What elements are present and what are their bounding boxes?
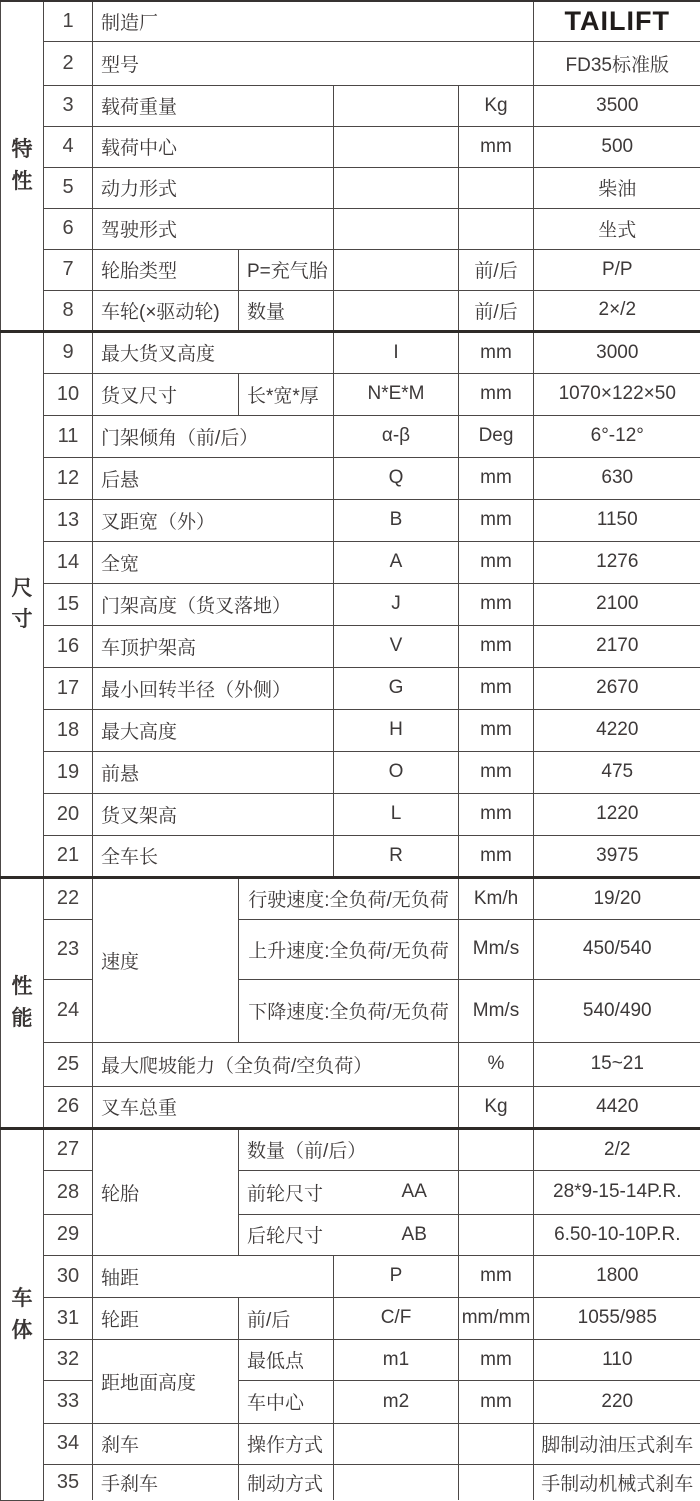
row-number: 13 [44,499,93,541]
spec-value: 手制动机械式刹车 [534,1464,700,1500]
row-number: 12 [44,457,93,499]
spec-value: 1220 [534,793,700,835]
row-number: 10 [44,373,93,415]
row-number: 27 [44,1128,93,1170]
spec-sub-label: 后轮尺寸 [239,1221,370,1248]
spec-symbol: m1 [334,1339,459,1380]
group-label-ground-clearance: 距地面高度 [93,1339,239,1423]
row-number: 29 [44,1214,93,1255]
table-row [1,1128,700,1170]
spec-value: 4220 [534,709,700,751]
spec-unit: Mm/s [459,979,534,1042]
spec-unit: mm [459,457,534,499]
row-number: 20 [44,793,93,835]
spec-unit: mm [459,625,534,667]
row-number: 35 [44,1464,93,1500]
table-row [1,249,700,290]
spec-value: 540/490 [534,979,700,1042]
empty-cell [334,1464,459,1500]
section-label-body: 车体 [1,1128,44,1500]
spec-value: 630 [534,457,700,499]
spec-label: 最大货叉高度 [93,331,334,373]
spec-value: 2170 [534,625,700,667]
spec-label: 动力形式 [93,167,334,208]
spec-symbol: O [334,751,459,793]
spec-label: 型号 [93,41,534,85]
spec-sub-label: 车中心 [239,1380,334,1423]
row-number: 21 [44,835,93,877]
spec-description [239,1214,459,1255]
table-row [1,41,700,85]
spec-unit: Mm/s [459,919,534,979]
spec-symbol: AB [370,1224,458,1246]
spec-label: 全宽 [93,541,334,583]
spec-label: 驾驶形式 [93,208,334,249]
empty-cell [459,1423,534,1464]
table-row [1,1423,700,1464]
spec-symbol: N*E*M [334,373,459,415]
spec-symbol: A [334,541,459,583]
spec-label: 后悬 [93,457,334,499]
table-row [1,1086,700,1128]
spec-label: 车轮(×驱动轮) [93,290,239,331]
spec-unit: Km/h [459,877,534,919]
empty-cell [334,167,459,208]
spec-sub-label: 数量 [239,290,334,331]
row-number: 11 [44,415,93,457]
row-number: 18 [44,709,93,751]
table-row [1,751,700,793]
row-number: 22 [44,877,93,919]
spec-symbol: m2 [334,1380,459,1423]
spec-label: 前悬 [93,751,334,793]
row-number: 31 [44,1297,93,1339]
spec-description: 下降速度:全负荷/无负荷 [239,979,459,1042]
group-label-speed: 速度 [93,877,239,1042]
spec-sub-label: P=充气胎 [239,249,334,290]
row-number: 33 [44,1380,93,1423]
spec-unit: mm [459,373,534,415]
table-row [1,331,700,373]
spec-symbol: AA [370,1181,458,1203]
spec-label: 车顶护架高 [93,625,334,667]
spec-symbol: I [334,331,459,373]
spec-unit: mm [459,541,534,583]
spec-symbol: B [334,499,459,541]
spec-value: 坐式 [534,208,700,249]
spec-symbol: V [334,625,459,667]
table-row [1,667,700,709]
spec-value: FD35标准版 [534,41,700,85]
row-number: 4 [44,126,93,167]
spec-value: 3500 [534,85,700,126]
row-number: 34 [44,1423,93,1464]
spec-label: 轮距 [93,1297,239,1339]
empty-cell [334,1423,459,1464]
row-number: 3 [44,85,93,126]
row-number: 5 [44,167,93,208]
spec-unit: 前/后 [459,249,534,290]
group-label-tires: 轮胎 [93,1128,239,1255]
spec-label: 叉车总重 [93,1086,459,1128]
table-row [1,167,700,208]
spec-value: 110 [534,1339,700,1380]
row-number: 23 [44,919,93,979]
spec-label: 门架高度（货叉落地） [93,583,334,625]
spec-unit: mm [459,709,534,751]
spec-symbol: α-β [334,415,459,457]
spec-symbol: Q [334,457,459,499]
row-number: 19 [44,751,93,793]
spec-label: 轴距 [93,1255,334,1297]
spec-value: 4420 [534,1086,700,1128]
spec-label: 门架倾角（前/后） [93,415,334,457]
spec-sub-label: 最低点 [239,1339,334,1380]
row-number: 14 [44,541,93,583]
table-row [1,625,700,667]
table-row [1,877,700,919]
spec-unit: mm [459,751,534,793]
row-number: 25 [44,1042,93,1086]
empty-cell [459,1214,534,1255]
section-label-dimensions: 尺寸 [1,331,44,877]
empty-cell [334,208,459,249]
spec-value: 475 [534,751,700,793]
empty-cell [459,1464,534,1500]
spec-symbol: C/F [334,1297,459,1339]
row-number: 24 [44,979,93,1042]
spec-value: 6.50-10-10P.R. [534,1214,700,1255]
spec-symbol: G [334,667,459,709]
row-number: 8 [44,290,93,331]
spec-value: 1070×122×50 [534,373,700,415]
spec-label: 叉距宽（外） [93,499,334,541]
empty-cell [334,249,459,290]
spec-description [239,1170,459,1214]
spec-value: 2×/2 [534,290,700,331]
empty-cell [459,1128,534,1170]
brand-value: TAILIFT [534,1,700,41]
spec-label: 载荷中心 [93,126,334,167]
table-row [1,541,700,583]
table-row [1,1464,700,1500]
empty-cell [459,167,534,208]
spec-unit: 前/后 [459,290,534,331]
spec-sub-label: 长*宽*厚 [239,373,334,415]
spec-value: 柴油 [534,167,700,208]
spec-label: 最大高度 [93,709,334,751]
table-row [1,793,700,835]
spec-value: 2100 [534,583,700,625]
table-row [1,583,700,625]
spec-sub-label: 制动方式 [239,1464,334,1500]
spec-label: 刹车 [93,1423,239,1464]
row-number: 28 [44,1170,93,1214]
spec-value: 1276 [534,541,700,583]
table-row [1,499,700,541]
table-row [1,709,700,751]
spec-label: 轮胎类型 [93,249,239,290]
empty-cell [334,85,459,126]
spec-unit: mm [459,1380,534,1423]
row-number: 1 [44,1,93,41]
spec-unit: Kg [459,85,534,126]
spec-symbol: R [334,835,459,877]
spec-value: 500 [534,126,700,167]
table-row [1,126,700,167]
spec-unit: mm [459,793,534,835]
spec-unit: Kg [459,1086,534,1128]
row-number: 30 [44,1255,93,1297]
section-label-characteristics: 特性 [1,1,44,331]
spec-sub-label: 操作方式 [239,1423,334,1464]
empty-cell [334,290,459,331]
row-number: 9 [44,331,93,373]
row-number: 17 [44,667,93,709]
spec-symbol: L [334,793,459,835]
spec-unit: mm [459,583,534,625]
spec-unit: mm/mm [459,1297,534,1339]
table-row [1,1042,700,1086]
spec-value: 450/540 [534,919,700,979]
spec-symbol: H [334,709,459,751]
spec-sub-label: 前/后 [239,1297,334,1339]
row-number: 7 [44,249,93,290]
spec-label: 手刹车 [93,1464,239,1500]
spec-unit: % [459,1042,534,1086]
spec-label: 最大爬坡能力（全负荷/空负荷） [93,1042,459,1086]
spec-value: 3000 [534,331,700,373]
spec-value: 3975 [534,835,700,877]
row-number: 2 [44,41,93,85]
table-row [1,1297,700,1339]
spec-value: 2/2 [534,1128,700,1170]
spec-value: 15~21 [534,1042,700,1086]
spec-label: 载荷重量 [93,85,334,126]
spec-label: 货叉尺寸 [93,373,239,415]
spec-value: P/P [534,249,700,290]
spec-label: 最小回转半径（外侧） [93,667,334,709]
spec-symbol: P [334,1255,459,1297]
spec-value: 6°-12° [534,415,700,457]
spec-value: 220 [534,1380,700,1423]
spec-unit: mm [459,331,534,373]
spec-value: 1150 [534,499,700,541]
table-row [1,85,700,126]
spec-label: 制造厂 [93,1,534,41]
row-number: 16 [44,625,93,667]
table-row [1,1339,700,1380]
spec-value: 28*9-15-14P.R. [534,1170,700,1214]
table-row [1,290,700,331]
spec-description: 行驶速度:全负荷/无负荷 [239,877,459,919]
table-row [1,208,700,249]
spec-value: 19/20 [534,877,700,919]
table-row [1,373,700,415]
spec-label: 货叉架高 [93,793,334,835]
spec-value: 1800 [534,1255,700,1297]
empty-cell [334,126,459,167]
spec-description: 上升速度:全负荷/无负荷 [239,919,459,979]
table-row [1,835,700,877]
spec-unit: mm [459,835,534,877]
spec-symbol: J [334,583,459,625]
table-row [1,1255,700,1297]
spec-value: 脚制动油压式刹车 [534,1423,700,1464]
row-number: 15 [44,583,93,625]
spec-description: 数量（前/后） [239,1128,459,1170]
spec-unit: mm [459,499,534,541]
spec-sub-label: 前轮尺寸 [239,1179,370,1206]
table-row [1,415,700,457]
spec-unit: Deg [459,415,534,457]
row-number: 26 [44,1086,93,1128]
spec-unit: mm [459,1255,534,1297]
row-number: 6 [44,208,93,249]
spec-value: 1055/985 [534,1297,700,1339]
table-row [1,457,700,499]
spec-value: 2670 [534,667,700,709]
empty-cell [459,208,534,249]
empty-cell [459,1170,534,1214]
section-label-performance: 性能 [1,877,44,1128]
spec-unit: mm [459,1339,534,1380]
spec-unit: mm [459,126,534,167]
table-row [1,1,700,41]
row-number: 32 [44,1339,93,1380]
spec-label: 全车长 [93,835,334,877]
spec-unit: mm [459,667,534,709]
